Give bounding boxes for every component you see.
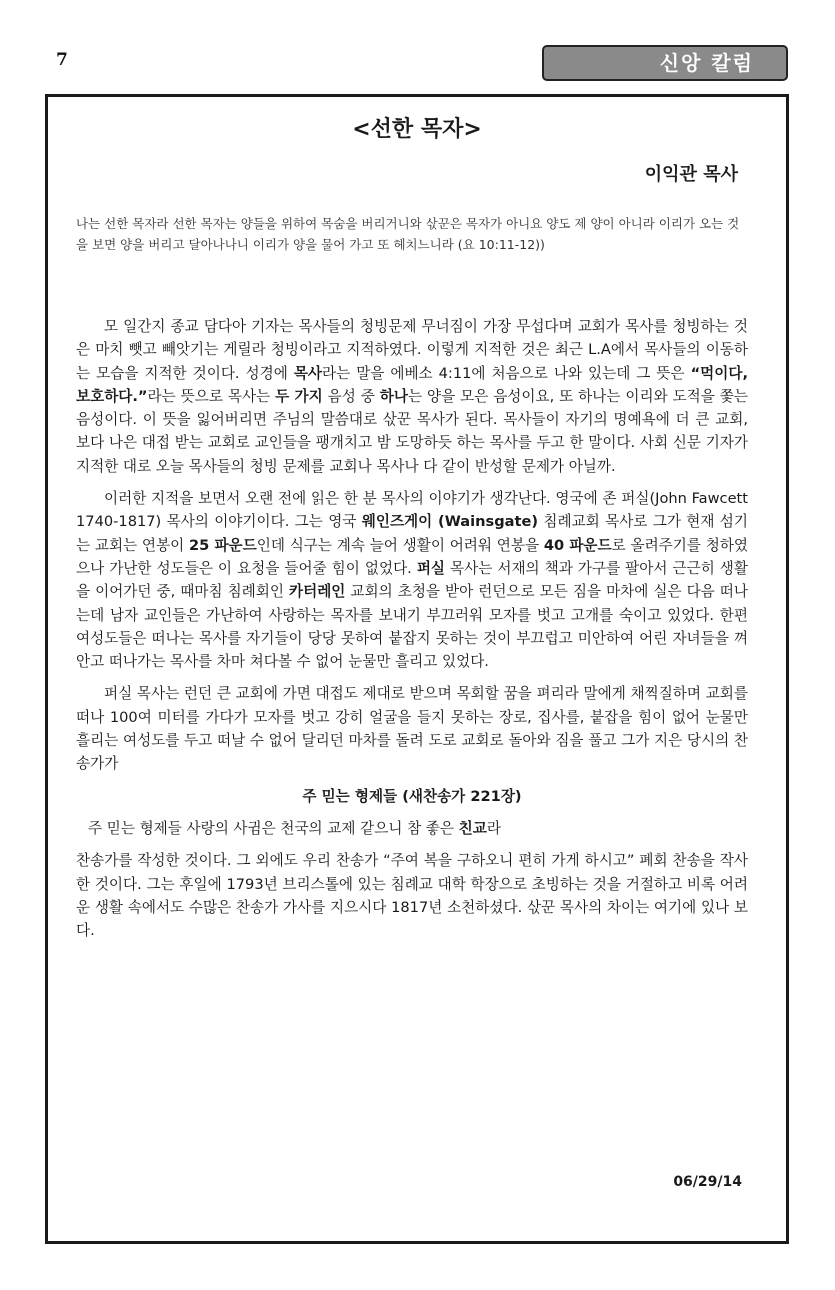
article-date: 06/29/14 [673,1174,742,1190]
scripture-verse: 나는 선한 목자라 선한 목자는 양들을 위하여 목숨을 버리거니와 삯꾼은 목자가 아니요 양도 제 양이 아니라 이리가 오는 것을 보면 양을 버리고 달아나나니 이리가 양을 물어 가고 또 헤치느니라 (요 10:11-12)) [76,216,740,252]
text-span: 침례교회 목사로 그가 현재 섬기는 교회는 연봉이 [76,513,748,554]
bold-span: 카터레인 [289,583,346,601]
text-span: 교회의 초청을 받아 런던으로 모든 짐을 마차에 실은 다음 떠나는데 남자 교인들은 가난하여 사랑하는 목자를 보내기 부끄러워 모자를 벗고 고개를 숙이고 있었다. 한편 여성도들은 떠나는 목사를 자기들이 당당 못하여 붙잡지 못하는 것이 부끄럽고 미안하여 어린 자녀들을 껴안고 떠나가는 목사를 차마 쳐다볼 수 없어 눈물만 흘리고 있었다. [76,583,748,671]
bold-span: 40 파운드 [543,536,612,554]
text-span: 라 [486,819,501,837]
text-span: 인데 식구는 계속 늘어 생활이 어려워 연봉을 [256,536,544,554]
paragraph-3: 퍼실 목사는 런던 큰 교회에 가면 대접도 제대로 받으며 목회할 꿈을 펴리라 말에게 채찍질하며 교회를 떠나 100여 미터를 가다가 모자를 벗고 강히 얼굴을 들지 못하는 장로, 집사를, 붙잡을 힘이 없어 눈물만 흘리는 여성도를 두고 떠날 수 없어 달리던 마차를 돌려 도로 교회로 돌아와 짐을 풀고 그가 지은 당시의 찬송가가 [76,685,748,773]
bold-span: 두 가지 [275,387,323,405]
text-span: 이러한 지적을 보면서 오랜 전에 읽은 한 분 목사의 이야기가 생각난다. 영국에 존 퍼실(John Fawcett 1740-1817) 목사의 이야기이다. 그는 영국 [76,490,748,531]
text-span: 음성 중 [322,387,380,405]
article-frame [45,94,789,1244]
text-span: 라는 뜻으로 목사는 [147,387,276,405]
paragraph-2 [76,487,748,673]
page-number: 7 [56,50,68,70]
hymn-title: 주 믿는 형제들 (새찬송가 221장) [302,787,522,805]
text-span: 목사는 서재의 책과 가구를 팔아서 근근히 생활을 이어가던 중, 때마침 침례회인 [76,559,748,601]
bold-span: 25 파운드 [188,536,257,554]
hymn-line [76,817,748,840]
bold-span: 친교 [458,819,487,837]
text-span: 로 올려주기를 청하였으나 가난한 성도들은 이 요청을 들어줄 힘이 없었다. [76,536,749,577]
text-span: 모 일간지 종교 담다아 기자는 목사들의 청빙문제 무너짐이 가장 무섭다며 교회가 목사를 청빙하는 것은 마치 뺏고 빼앗기는 게릴라 청빙이라고 지적하였다. 이렇게 지적한 것은 최근 L.A에서 목사들의 이동하는 모습을 지적한 것이다. 성경에 [76,318,748,382]
paragraph-4: 찬송가를 작성한 것이다. 그 외에도 우리 찬송가 “주여 복을 구하오니 편히 가게 하시고” 폐회 찬송을 작사한 것이다. 그는 후일에 1793년 브리스톨에 있는 침례교 대학 학장으로 초빙하는 것을 거절하고 비록 어려운 생활 속에서도 수많은 찬송가 가사를 지으시다 1817년 소천하셨다. 삯꾼 목사의 차이는 여기에 있나 보다. [76,852,748,940]
bold-span: 퍼실 [416,559,446,577]
text-span: 주 믿는 형제들 사랑의 사귐은 천국의 교제 같으니 참 좋은 [88,819,459,837]
article-author: 이익관 목사 [644,164,738,185]
article-body [76,315,748,942]
section-label: 신앙 칼럼 [542,45,788,81]
bold-span: 하나 [379,387,408,405]
bold-span: 목사 [293,364,323,382]
text-span: 는 양을 모은 음성이요, 또 하나는 이리와 도적을 쫓는 음성이다. 이 뜻을 잃어버리면 주님의 말씀대로 삯꾼 목사가 된다. 목사들이 자기의 명예욕에 더 큰 교회, 보다 나은 대접 받는 교회로 교인들을 팽개치고 밤 도망하듯 하는 목사를 두고 한 말이다. 사회 신문 기자가 지적한 대로 오늘 목사들의 청빙 문제를 교회나 목사나 다 같이 반성할 문제가 아닐까. [76,387,748,475]
paragraph-1 [76,315,748,478]
bold-span: 웨인즈게이 (Wainsgate) [361,513,539,531]
article-title: <선한 목자> [352,117,482,142]
bold-span: “먹이다, 보호하다.” [76,364,748,405]
text-span: 라는 말을 에베소 4:11에 처음으로 나와 있는데 그 뜻은 [322,364,691,382]
